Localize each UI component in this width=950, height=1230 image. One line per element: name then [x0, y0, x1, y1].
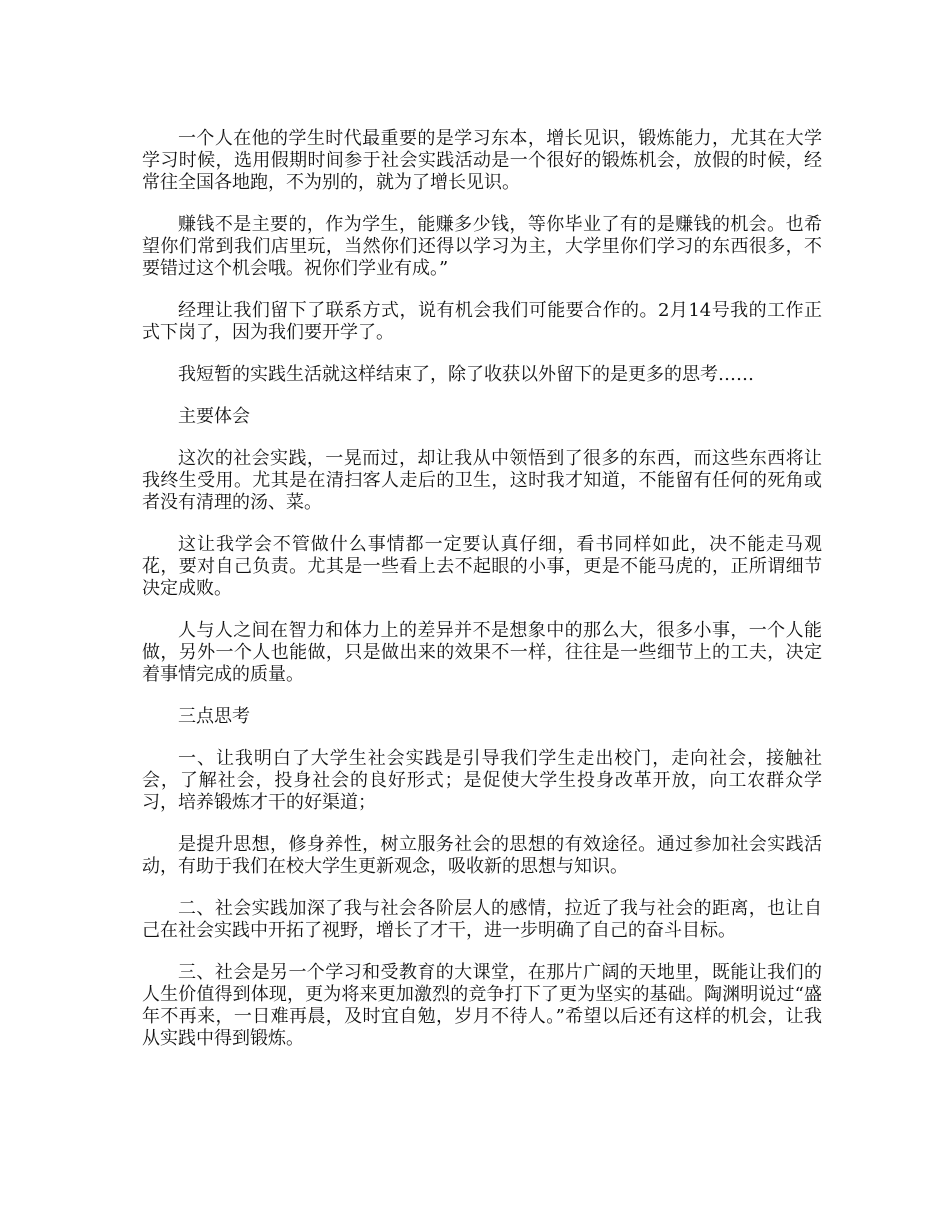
- paragraph-9: 是提升思想，修身养性，树立服务社会的思想的有效途径。通过参加社会实践活动，有助于我们在校大学生更新观念，吸收新的思想与知识。: [142, 834, 822, 877]
- paragraph-5: 这次的社会实践，一晃而过，却让我从中领悟到了很多的东西，而这些东西将让我终生受用。尤其是在清扫客人走后的卫生，这时我才知道，不能留有任何的死角或者没有清理的汤、菜。: [142, 448, 822, 513]
- section-heading-main-experience: 主要体会: [178, 406, 250, 427]
- paragraph-1: 一个人在他的学生时代最重要的是学习东本，增长见识，锻炼能力，尤其在大学学习时候，选用假期时间参于社会实践活动是一个很好的锻炼机会，放假的时候，经常往全国各地跑，不为别的，就为了增长见识。: [142, 128, 822, 193]
- paragraph-8: 一、让我明白了大学生社会实践是引导我们学生走出校门，走向社会，接触社会，了解社会，投身社会的良好形式；是促使大学生投身改革开放，向工农群众学习，培养锻炼才干的好渠道；: [142, 748, 822, 813]
- paragraph-7: 人与人之间在智力和体力上的差异并不是想象中的那么大，很多小事，一个人能做，另外一个人也能做，只是做出来的效果不一样，往往是一些细节上的工夫，决定着事情完成的质量。: [142, 620, 822, 685]
- paragraph-6: 这让我学会不管做什么事情都一定要认真仔细，看书同样如此，决不能走马观花，要对自己负责。尤其是一些看上去不起眼的小事，更是不能马虎的，正所谓细节决定成败。: [142, 534, 822, 599]
- paragraph-3: 经理让我们留下了联系方式，说有机会我们可能要合作的。2月14号我的工作正式下岗了，因为我们要开学了。: [142, 300, 822, 343]
- section-heading-three-thoughts: 三点思考: [178, 706, 250, 727]
- paragraph-2: 赚钱不是主要的，作为学生，能赚多少钱，等你毕业了有的是赚钱的机会。也希望你们常到我们店里玩，当然你们还得以学习为主，大学里你们学习的东西很多，不要错过这个机会哦。祝你们学业有成。”: [142, 214, 822, 279]
- paragraph-4: 我短暂的实践生活就这样结束了，除了收获以外留下的是更多的思考……: [178, 364, 754, 385]
- paragraph-10: 二、社会实践加深了我与社会各阶层人的感情，拉近了我与社会的距离，也让自己在社会实践中开拓了视野，增长了才干，进一步明确了自己的奋斗目标。: [142, 898, 822, 941]
- document-body: [142, 128, 822, 1070]
- paragraph-11: 三、社会是另一个学习和受教育的大课堂，在那片广阔的天地里，既能让我们的人生价值得到体现，更为将来更加激烈的竞争打下了更为坚实的基础。陶渊明说过“盛年不再来，一日难再晨，及时宜自勉，岁月不待人。”希望以后还有这样的机会，让我从实践中得到锻炼。: [142, 962, 822, 1049]
